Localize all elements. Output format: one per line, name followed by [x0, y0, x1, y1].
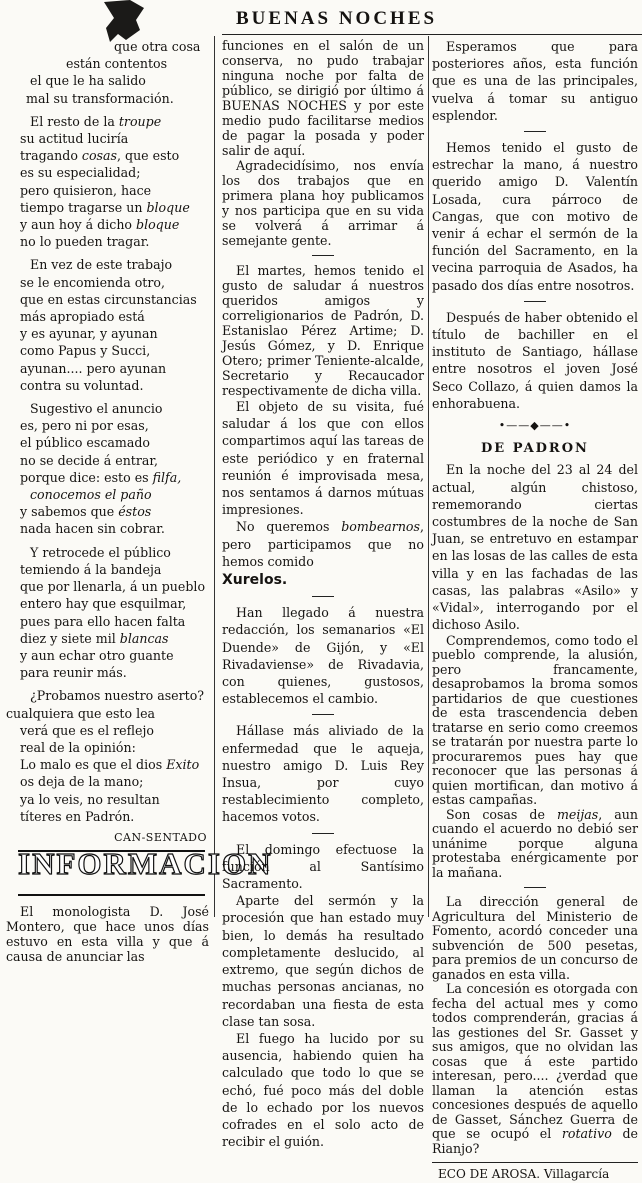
stanza	[6, 113, 209, 251]
article-paragraph: El fuego ha lucido por su ausencia, habiendo quien ha calculado que todo lo que se echó, fué poco más del doble de lo echado por los nuevos cofrades en el solo acto de recibir el guión.	[222, 1030, 424, 1150]
column-divider-2	[428, 36, 429, 917]
italic-word: meijas	[556, 806, 599, 822]
verse-text: tiempo tragarse un	[20, 199, 147, 215]
verse-line: ¿Probamos nuestro aserto?	[30, 688, 205, 704]
column-2	[222, 38, 424, 1150]
italic-word: cosas	[81, 148, 117, 164]
separator-rule	[312, 596, 334, 597]
stanza	[6, 400, 209, 538]
italic-word: bombearnos	[341, 519, 420, 535]
verse-line: que por llenarla, á un pueblo	[20, 579, 206, 595]
article-paragraph: Son cosas de meijas, aun cuando el acuerdo no debió ser unánime porque alguna protestaba enérgicamente por la mañana.	[432, 806, 638, 880]
verse-line: y aun echar otro guante	[20, 647, 174, 663]
verse-text: tragando	[20, 148, 82, 164]
verse-line: nada hacen sin cobrar.	[20, 521, 165, 537]
verse-line: cualquiera que esto lea	[6, 705, 156, 721]
stanza	[6, 687, 209, 825]
verse-text: y sabemos que	[20, 504, 119, 520]
italic-word: bloque	[146, 199, 190, 215]
article-paragraph: El domingo efectuose la función al Santísimo Sacramento.	[222, 841, 424, 892]
article-paragraph: El objeto de su visita, fué saludar á los que con ellos compartimos aquí las tareas de este periódico y en fraternal reunión é improvisada mesa, nos sentamos á darnos mútuas impresiones.	[222, 399, 424, 518]
italic-word: troupe	[118, 113, 162, 129]
article-paragraph: Hemos tenido el gusto de estrechar la mano, á nuestro querido amigo D. Valentín Losada, cura párroco de Cangas, que con motivo de venir á echar el sermón de la función del Sacramento, en la vecina parroquia de Asados, ha pasado dos días entre nosotros.	[432, 140, 638, 293]
article-paragraph: funciones en el salón de un conserva, no pudo trabajar ninguna noche por falta de público, se dirigió por último á BUENAS NOCHES y por este medio pudo facilitarse medios de pagar la posada y poder salir de aquí.	[222, 38, 424, 158]
verse-line: mal su transformación.	[26, 90, 174, 106]
verse-line: es, pero ni por esas,	[20, 418, 149, 434]
verse-line: temiendo á la bandeja	[20, 561, 162, 577]
italic-phrase: conocemos el paño	[30, 487, 152, 503]
verse-text: , que esto	[117, 148, 180, 164]
separator-rule	[312, 255, 334, 256]
column-3	[432, 38, 638, 1181]
stanza	[6, 256, 209, 394]
article-paragraph: Hállase más aliviado de la enfermedad que le aqueja, nuestro amigo D. Luis Rey Insua, por cuyo restablecimiento completo, hacemos votos.	[222, 723, 424, 825]
verse-text: El resto de la	[30, 113, 119, 129]
column-divider-1	[214, 36, 215, 917]
verse-line: no lo pueden tragar.	[20, 234, 150, 250]
article-paragraph: Después de haber obtenido el título de bachiller en el instituto de Santiago, hállase entre nosotros el joven José Seco Collazo, á quien damos la enhorabuena.	[432, 309, 638, 411]
verse-line: pues para ello hacen falta	[20, 613, 186, 629]
header-rule	[222, 34, 642, 35]
article-paragraph: Agradecidísimo, nos envía los dos trabajos que en primera plana hoy publicamos y nos participa que en su vida se volverá á arrimar á semejante gente.	[222, 158, 424, 248]
verse-line: títeres en Padrón.	[20, 808, 135, 824]
verse-line: que en estas circunstancias	[20, 291, 197, 307]
verse-line: que otra cosa	[114, 39, 201, 54]
verse-text: Lo malo es que el dios	[20, 757, 167, 773]
italic-word: filfa,	[152, 469, 182, 485]
separator-rule	[524, 301, 546, 302]
information-banner	[18, 846, 273, 896]
article-paragraph: Esperamos que para posteriores años, esta función que es una de las principales, vuelva á tomar su antiguo esplendor.	[432, 39, 638, 123]
verse-line: ayunan.... pero ayunan	[20, 360, 167, 376]
verse-line: el que le ha salido	[30, 73, 146, 89]
verse-line: verá que es el reflejo	[20, 722, 154, 738]
verse-line: Y retrocede el público	[30, 544, 171, 560]
verse-text: porque dice: esto es	[20, 469, 153, 485]
italic-word: blancas	[119, 630, 169, 646]
emphasized-word: Xurelos.	[222, 572, 288, 589]
verse-line: En vez de este trabajo	[30, 257, 173, 273]
verse-line: os deja de la mano;	[20, 774, 144, 790]
verse-line: como Papus y Succi,	[20, 343, 151, 359]
section-subheading: DE PADRON	[481, 441, 589, 457]
page-header	[222, 4, 642, 32]
verse-line: ya lo veis, no resultan	[20, 791, 160, 807]
verse-line: se le encomienda otro,	[20, 274, 165, 290]
article-paragraph: El monologista D. José Montero, que hace unos días estuvo en esta villa y que á causa de anunciar las	[6, 904, 209, 965]
footer-rule	[432, 1162, 638, 1163]
verse-line: están contentos	[66, 56, 168, 72]
separator-rule	[312, 714, 334, 715]
article-paragraph: El martes, hemos tenido el gusto de saludar á nuestros queridos amigos y correligionarios de Padrón, D. Estanislao Pérez Artime; D. Jesús Gómez, y D. Enrique Otero; primer Teniente-alcalde, Secretario y Recaucador respectivamente de dicha villa.	[222, 263, 424, 398]
separator-rule	[524, 887, 546, 888]
article-paragraph: Han llegado á nuestra redacción, los semanarios «El Duende» de Gijón, y «El Rivadaviense» de Rivadavia, con quienes, gustosos, establecemos el cambio.	[222, 605, 424, 707]
article-paragraph: Comprendemos, como todo el pueblo comprende, la alusión, pero francamente, desaprobamos la broma somos partidarios de que cuestiones de esta trascendencia deben tratarse en serio como creemos se tratarán por nuestra parte lo procuraremos pues hay que reconocer que las personas á quien mortifican, dan motivo á estas campañas.	[432, 632, 638, 807]
italic-word: rotativo	[561, 1126, 612, 1141]
newspaper-title: BUENAS NOCHES	[236, 8, 438, 29]
article-paragraph: La dirección general de Agricultura del Ministerio de Fomento, acordó conceder una subvención de 500 pesetas, para premios de un concurso de ganados en esta villa.	[432, 894, 638, 982]
verse-line: su actitud luciría	[20, 131, 129, 147]
verse-line: el público escamado	[20, 435, 150, 451]
italic-word: Exito	[166, 757, 200, 773]
verse-text: y aun hoy á dicho	[20, 217, 137, 233]
separator-rule	[312, 833, 334, 834]
poem-signature: CAN-SENTADO	[114, 830, 207, 844]
verse-line: más apropiado está	[20, 309, 145, 325]
italic-word: bloque	[136, 217, 180, 233]
verse-line: pero quisieron, hace	[20, 182, 152, 198]
verse-line: entero hay que esquilmar,	[20, 596, 187, 612]
printer-imprint: ECO DE AROSA. Villagarcía	[438, 1167, 610, 1181]
article-paragraph: Aparte del sermón y la procesión que han estado muy bien, lo demás ha resultado completamente deslucido, al extremo, que según dichos de muchas personas ancianas, no recordaban una fiesta de esta clase tan sosa.	[222, 893, 424, 1029]
verse-line: real de la opinión:	[20, 739, 136, 755]
separator-rule	[524, 131, 546, 132]
verse-line: Sugestivo el anuncio	[30, 401, 163, 417]
stanza	[6, 544, 209, 682]
verse-line: para reunir más.	[20, 665, 127, 681]
verse-text: diez y siete mil	[20, 630, 120, 646]
verse-line: no se decide á entrar,	[20, 452, 159, 468]
section-title: INFORMACION	[18, 846, 273, 882]
italic-word: éstos	[118, 504, 152, 520]
article-paragraph: En la noche del 23 al 24 del actual, algún chistoso, rememorando ciertas costumbres de la noche de San Juan, se entretuvo en estampar en las losas de las calles de esta villa y en las fachadas de las casas, las palabras «Asilo» y «Vidal», interrogando por el dichoso Asilo.	[432, 462, 638, 633]
verse-line: es su especialidad;	[20, 165, 141, 181]
verse-line: y es ayunar, y ayunan	[20, 326, 158, 342]
verse-line: contra su voluntad.	[20, 377, 144, 393]
article-paragraph: La concesión es otorgada con fecha del actual mes y como todos comprenderán, gracias á las gestiones del Sr. Gasset y sus amigos, que no olvidan las cosas que á este partido interesan, pero.... ¿verdad que llaman la atención estas concesiones después de aquello de Gasset, Sánchez Guerra de que se ocupó el rotativo de Rianjo?	[432, 981, 638, 1156]
article-paragraph: No queremos bombearnos, pero participamos que no hemos comido	[222, 519, 424, 569]
ornament-divider: •——◆——•	[498, 419, 572, 433]
